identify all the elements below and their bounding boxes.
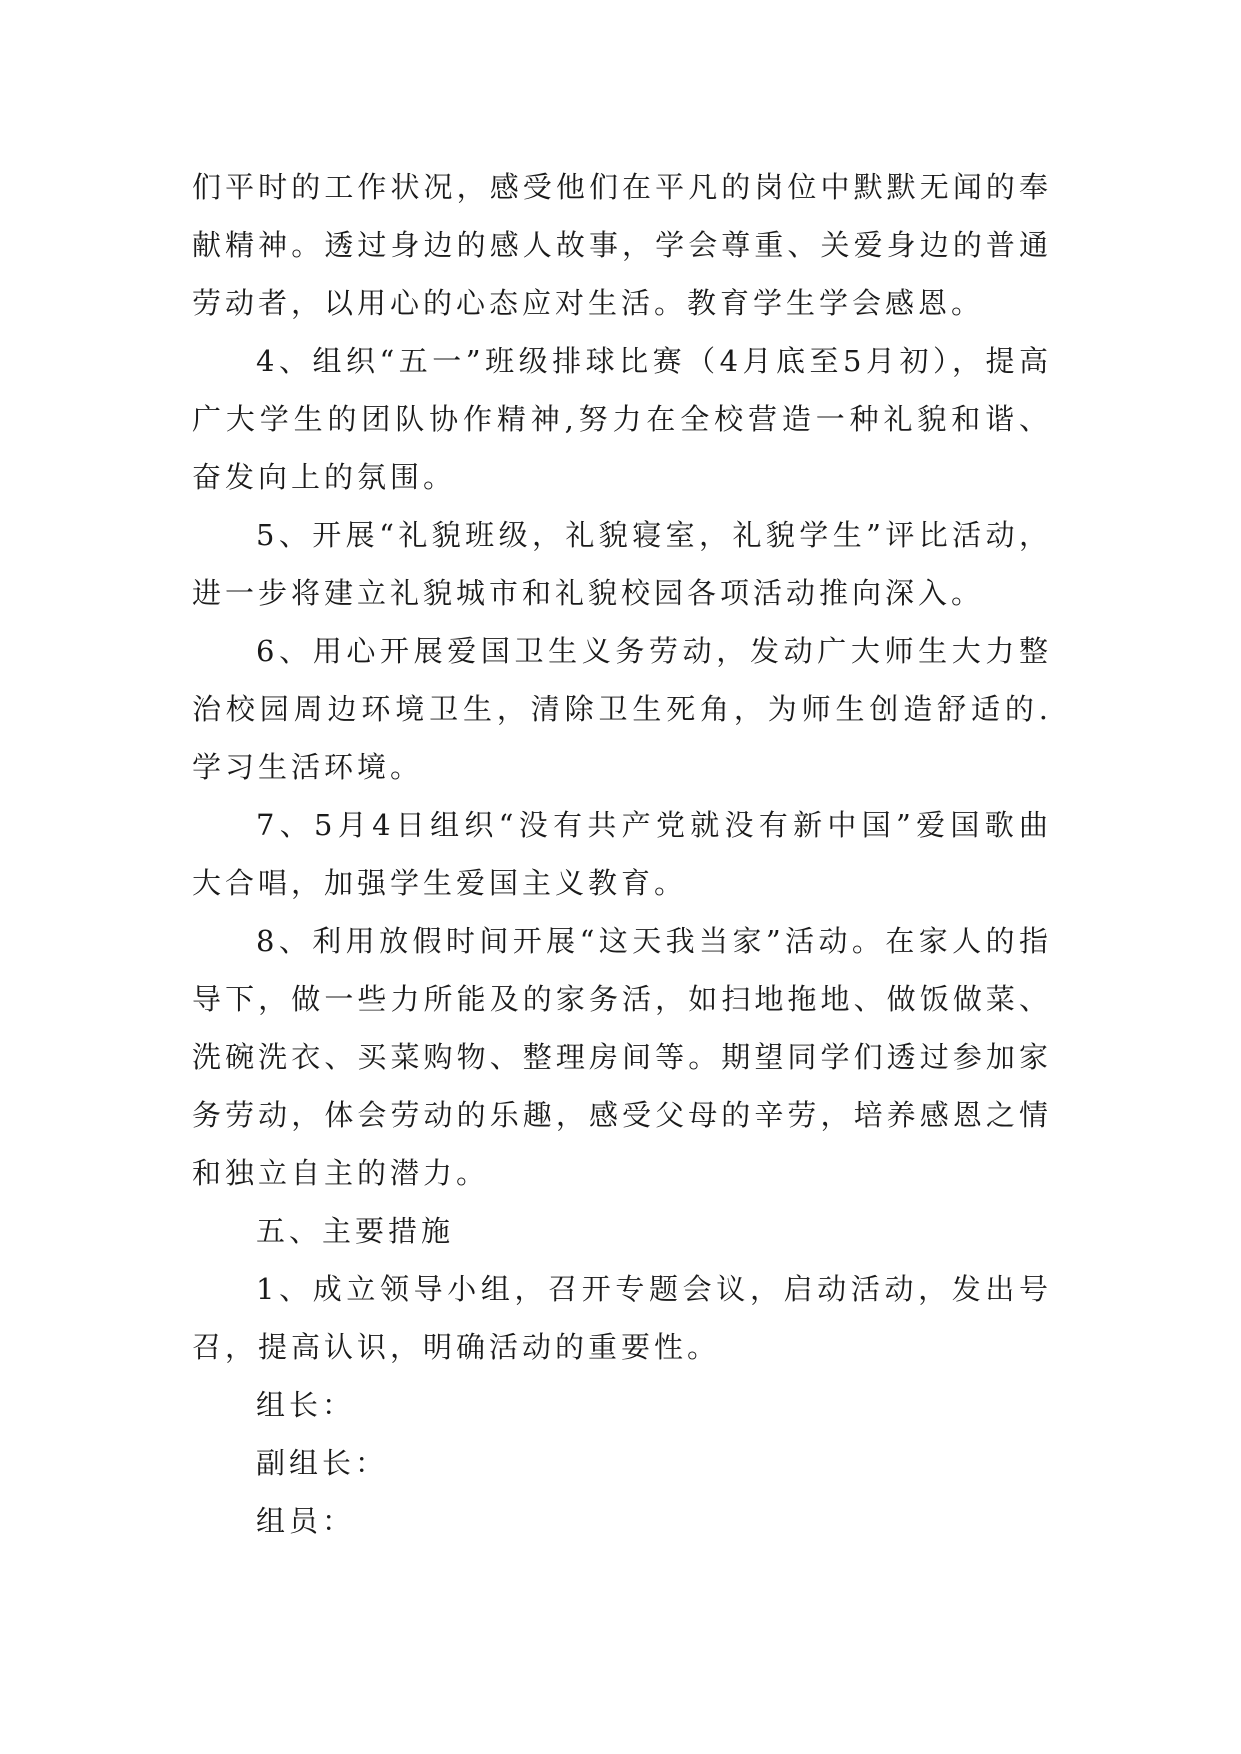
paragraph-item-6: 6、用心开展爱国卫生义务劳动，发动广大师生大力整治校园周边环境卫生，清除卫生死角，为师生创造舒适的.学习生活环境。: [192, 634, 1052, 784]
paragraph-item-5: 5、开展“礼貌班级，礼貌寝室，礼貌学生”评比活动，进一步将建立礼貌城市和礼貌校园各项活动推向深入。: [192, 518, 1052, 610]
group-leader-line: 组长：: [256, 1388, 356, 1422]
group-members-line: 组员：: [256, 1504, 356, 1538]
paragraph-continuation: 们平时的工作状况，感受他们在平凡的岗位中默默无闻的奉献精神。透过身边的感人故事，学会尊重、关爱身边的普通劳动者，以用心的心态应对生活。教育学生学会感恩。: [192, 170, 1052, 320]
paragraph-measure-1: 1、成立领导小组，召开专题会议，启动活动，发出号召，提高认识，明确活动的重要性。: [192, 1272, 1052, 1364]
section-heading: 五、主要措施: [256, 1214, 455, 1248]
paragraph-item-4: 4、组织“五一”班级排球比赛（4月底至5月初），提高广大学生的团队协作精神,努力在全校营造一种礼貌和谐、奋发向上的氛围。: [192, 344, 1052, 494]
paragraph-item-8: 8、利用放假时间开展“这天我当家”活动。在家人的指导下，做一些力所能及的家务活，如扫地拖地、做饭做菜、洗碗洗衣、买菜购物、整理房间等。期望同学们透过参加家务劳动，体会劳动的乐趣，感受父母的辛劳，培养感恩之情和独立自主的潜力。: [192, 924, 1052, 1190]
deputy-leader-line: 副组长：: [256, 1446, 389, 1480]
document-body: [192, 158, 1052, 1550]
paragraph-item-7: 7、5月4日组织“没有共产党就没有新中国”爱国歌曲大合唱，加强学生爱国主义教育。: [192, 808, 1052, 900]
